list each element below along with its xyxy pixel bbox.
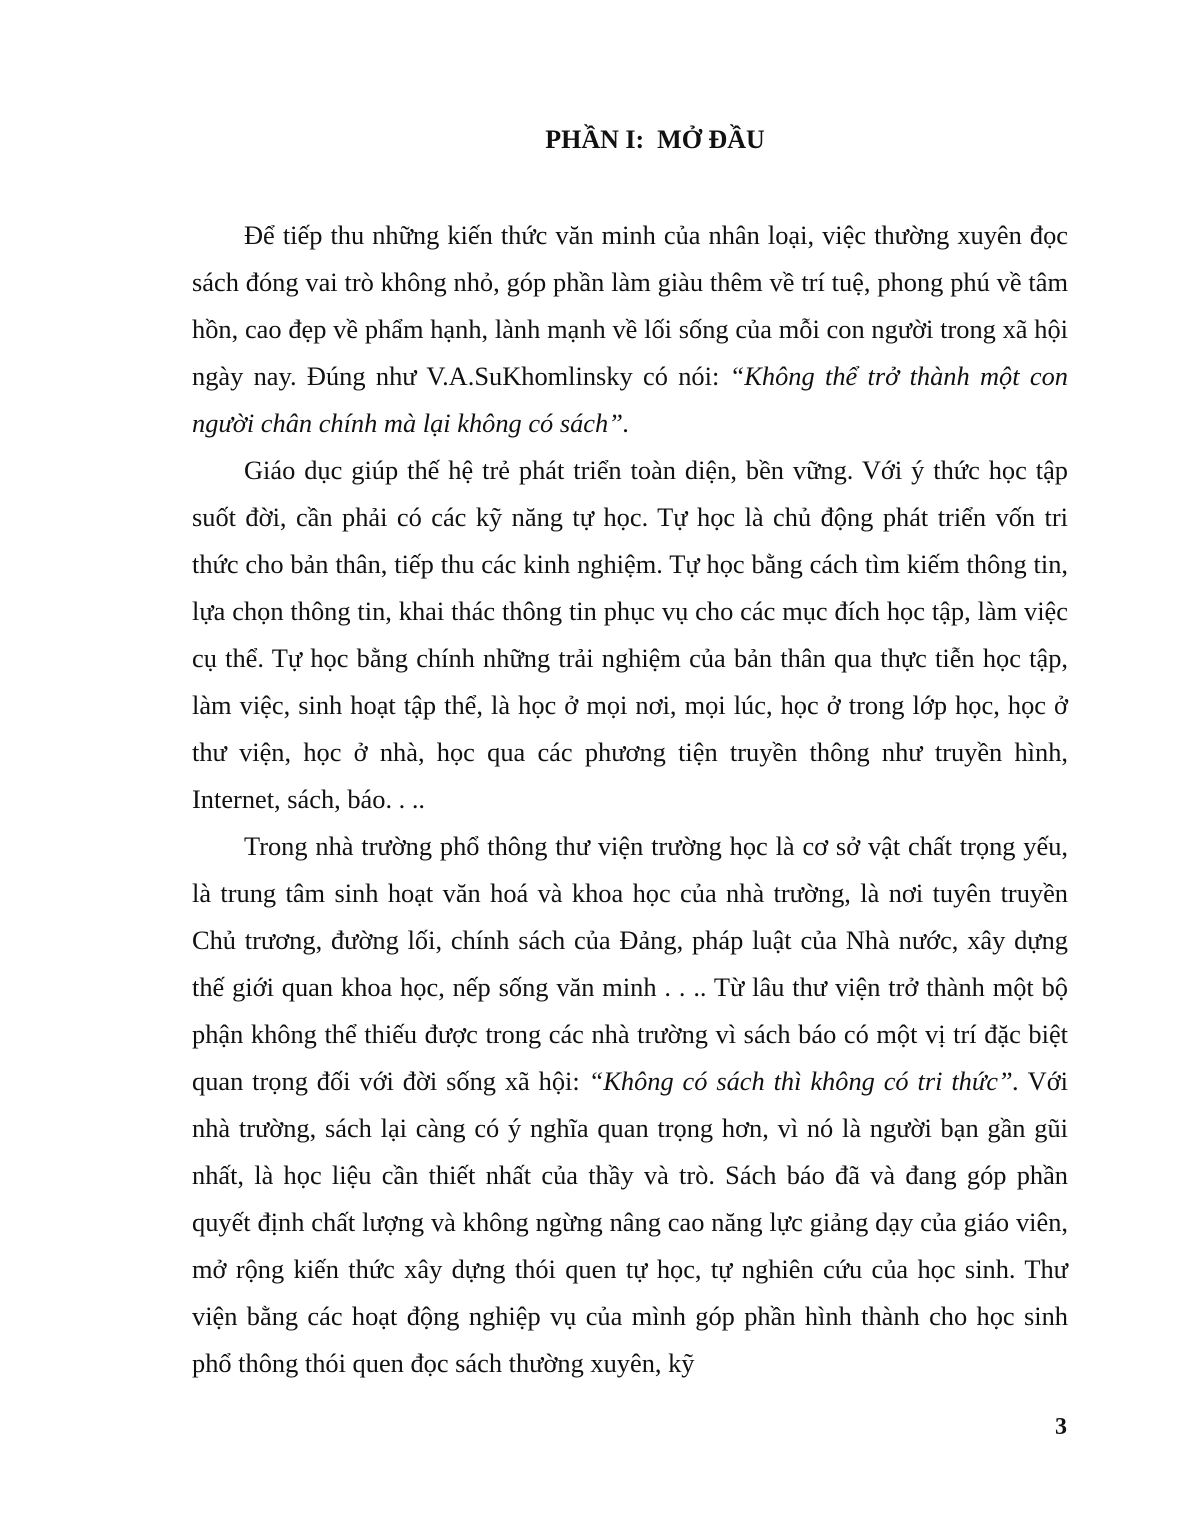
paragraph-3-quote: “Không có sách thì không có tri thức”.: [588, 1066, 1020, 1096]
page-number: 3: [1055, 1414, 1067, 1440]
paragraph-3-text-continued: Với nhà trường, sách lại càng có ý nghĩa quan trọng hơn, vì nó là người bạn gần gũi nhất, là học liệu cần thiết nhất của thầy và trò. Sách báo đã và đang góp phần quyết định chất lượng và không ngừng nâng cao năng lực giảng dạy của giáo viên, mở rộng kiến thức xây dựng thói quen tự học, tự nghiên cứu của học sinh. Thư viện bằng các hoạt động nghiệp vụ của mình góp phần hình thành cho học sinh phổ thông thói quen đọc sách thường xuyên, kỹ: [192, 1066, 1069, 1378]
paragraph-1-quote: “Không thể trở thành một con người chân chính mà lại không có sách”.: [192, 361, 1069, 438]
paragraph-3-text: Trong nhà trường phổ thông thư viện trường học là cơ sở vật chất trọng yếu, là trung tâm sinh hoạt văn hoá và khoa học của nhà trường, là nơi tuyên truyền Chủ trương, đường lối, chính sách của Đảng, pháp luật của Nhà nước, xây dựng thế giới quan khoa học, nếp sống văn minh . . .. Từ lâu thư viện trở thành một bộ phận không thể thiếu được trong các nhà trường vì sách báo có một vị trí đặc biệt quan trọng đối với đời sống xã hội:: [192, 831, 1068, 1096]
body-text: [192, 212, 1068, 1387]
paragraph-3: [192, 823, 1068, 1387]
paragraph-1: [192, 212, 1068, 447]
paragraph-2: [192, 447, 1068, 823]
paragraph-2-text: Giáo dục giúp thế hệ trẻ phát triển toàn diện, bền vững. Với ý thức học tập suốt đời, cần phải có các kỹ năng tự học. Tự học là chủ động phát triển vốn tri thức cho bản thân, tiếp thu các kinh nghiệm. Tự học bằng cách tìm kiếm thông tin, lựa chọn thông tin, khai thác thông tin phục vụ cho các mục đích học tập, làm việc cụ thể. Tự học bằng chính những trải nghiệm của bản thân qua thực tiễn học tập, làm việc, sinh hoạt tập thể, là học ở mọi nơi, mọi lúc, học ở trong lớp học, học ở thư viện, học ở nhà, học qua các phương tiện truyền thông như truyền hình, Internet, sách, báo. . ..: [192, 455, 1068, 814]
section-title: PHẦN I: MỞ ĐẦU: [545, 125, 765, 154]
paragraph-1-text: Để tiếp thu những kiến thức văn minh của nhân loại, việc thường xuyên đọc sách đóng vai trò không nhỏ, góp phần làm giàu thêm về trí tuệ, phong phú về tâm hồn, cao đẹp về phẩm hạnh, lành mạnh về lối sống của mỗi con người trong xã hội ngày nay. Đúng như V.A.SuKhomlinsky có nói:: [192, 220, 1068, 391]
